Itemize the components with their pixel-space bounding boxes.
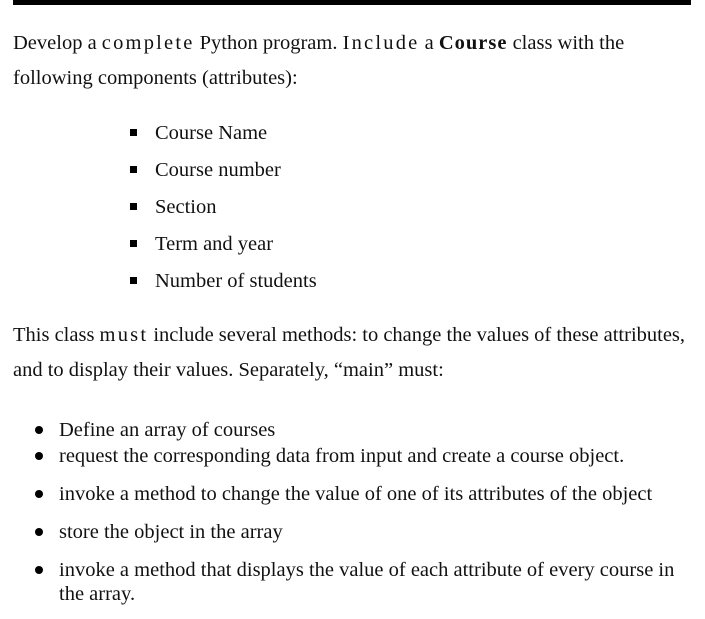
main-step-item xyxy=(35,520,697,544)
attribute-label: Number of students xyxy=(155,270,317,292)
round-bullet-icon xyxy=(35,452,43,460)
attribute-label: Section xyxy=(155,196,217,218)
intro-emphasis-include: Include xyxy=(342,32,420,54)
intro-text-3: a xyxy=(419,32,439,54)
methods-emphasis-must: must xyxy=(99,324,149,346)
round-bullet-icon xyxy=(35,528,43,536)
intro-class-name: Course xyxy=(438,32,508,54)
top-rule xyxy=(13,0,691,5)
main-step-item xyxy=(35,418,697,442)
methods-paragraph xyxy=(13,318,695,388)
attribute-item xyxy=(130,190,317,227)
square-bullet-icon xyxy=(130,166,137,173)
main-step-text: request the corresponding data from input and create a course object. xyxy=(59,445,625,467)
intro-paragraph xyxy=(13,26,695,96)
main-step-text: Define an array of courses xyxy=(59,419,276,441)
attribute-item xyxy=(130,264,317,301)
square-bullet-icon xyxy=(130,277,137,284)
attribute-list xyxy=(130,116,317,301)
square-bullet-icon xyxy=(130,240,137,247)
attribute-item xyxy=(130,227,317,264)
round-bullet-icon xyxy=(35,426,43,434)
attribute-item xyxy=(130,153,317,190)
intro-text-2: Python program. xyxy=(194,32,343,54)
attribute-label: Term and year xyxy=(155,233,274,255)
attribute-item xyxy=(130,116,317,153)
main-step-text: invoke a method to change the value of one of its attributes of the object xyxy=(59,483,653,505)
square-bullet-icon xyxy=(130,203,137,210)
round-bullet-icon xyxy=(35,566,43,574)
intro-emphasis-complete: complete xyxy=(101,32,195,54)
methods-text-2: include several methods: to change the values of these attributes, and to display their values. Separately, “main” must: xyxy=(13,324,686,381)
main-step-item xyxy=(35,482,697,506)
round-bullet-icon xyxy=(35,490,43,498)
attribute-label: Course Name xyxy=(155,122,268,144)
main-step-text: invoke a method that displays the value of each attribute of every course in the array. xyxy=(59,559,675,605)
main-steps-list xyxy=(35,418,697,606)
intro-text-4: class with the following components (attributes): xyxy=(13,32,625,89)
attribute-label: Course number xyxy=(155,159,281,181)
main-step-item xyxy=(35,558,697,606)
main-step-text: store the object in the array xyxy=(59,521,283,543)
square-bullet-icon xyxy=(130,129,137,136)
methods-text-1: This class xyxy=(13,324,100,346)
intro-text-1: Develop a xyxy=(13,32,102,54)
main-step-item xyxy=(35,444,697,468)
